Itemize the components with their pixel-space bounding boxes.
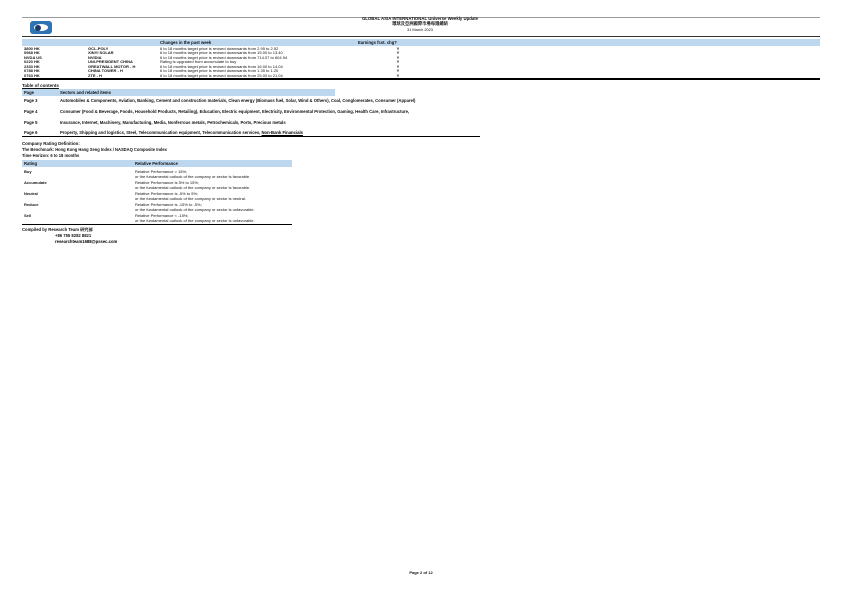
changes-table-bottom-rule [22,78,820,80]
rating-perf-line2: or the fundamental outlook of the company or sector is neutral. [135,196,246,202]
ticker-cell: 2333 HK [24,63,40,69]
toc-title: Table of contents [22,83,59,88]
rating-name: Reduce [24,202,39,207]
report-title-chinese: 環球及亞洲國際市場每週總結 [392,20,448,26]
toc-row [22,109,820,114]
rating-definition-title: Company Rating Definition: [22,141,80,146]
rating-perf-line2: or the fundamental outlook of the company or sector is favorable. [135,174,251,180]
rating-row [22,191,332,202]
ticker-cell: 0220 HK [24,59,40,64]
rating-column-header: Rating [24,161,38,166]
toc-sectors-text: Automobiles & Components, Aviation, Banking, Cement and construction materials, Clean energy (Biomass fuel, Solar, Wind & Others), Coal, Conglomerates, Consumer (Apparel) [60,98,416,103]
toc-bottom-rule [22,136,480,137]
report-title: GLOBAL ASIA INTERNATIONAL Universe Weekly Update [361,16,479,21]
rating-row [22,202,332,213]
toc-sectors-text [60,130,800,135]
email-link[interactable]: researchteam1688@pssec.com [55,239,118,244]
report-date: 31 March 2023 [407,26,433,32]
toc-row [22,130,820,135]
toc-page-label: Page 4 [24,109,38,114]
contact-email[interactable] [55,239,117,244]
rating-perf-line2: or the fundamental outlook of the company or sector is favorable. [135,185,251,191]
toc-page-column-header: Page [24,90,35,95]
toc-sectors-text-part: Property, Shipping and logistics, Steel, Telecommunication equipment, Telecommunication services, [60,130,262,135]
earnings-chg-cell: Y [396,45,400,51]
change-cell: 6 to 18 months target price is revised downwards from 1.35 to 1.20 [160,68,279,73]
company-cell: GREATWALL MOTOR - H [88,63,136,69]
earnings-chg-cell: Y [396,63,400,69]
rating-time-horizon: Time Horizon: 6 to 18 months [22,152,80,158]
page-number: Page 2 of 12 [409,570,433,575]
earnings-chg-cell: Y [396,59,400,64]
company-cell: ZTE - H [88,72,102,78]
rating-row [22,180,332,191]
rating-table-bottom-rule [22,224,292,225]
report-header [240,17,600,33]
company-cell: UNI-PRESIDENT CHINA [88,59,133,64]
changes-table-header [22,39,820,46]
rating-table-header [22,160,292,167]
rating-row [22,213,332,224]
toc-header [22,89,335,96]
rating-name: Sell [24,213,32,218]
toc-page-label: Page 6 [24,130,38,135]
rating-row [22,169,332,180]
earnings-chg-cell: Y [396,50,400,55]
ticker-cell: NVDA US [24,54,42,60]
toc-section-link[interactable]: Non-Bank Financials [261,130,303,135]
rating-perf-line1: Relative Performance > 15%; [135,169,188,174]
contact-phone: +86 755 8282 8821 [55,233,92,238]
ticker-cell: 3800 HK [24,45,40,51]
rating-perf-line1: Relative Performance is -15% to -5%; [135,202,202,207]
rating-perf-line2: or the fundamental outlook of the company or sector is unfavorable. [135,207,255,213]
toc-page-label: Page 3 [24,98,38,103]
company-logo [30,21,52,34]
ticker-cell: 0788 HK [24,68,40,73]
rating-perf-line1: Relative Performance is -5% to 5%; [135,191,199,196]
toc-row [22,120,820,125]
change-cell: 6 to 18 months target price is revised downwards from 2.95 to 2.52 [160,45,279,51]
earnings-chg-cell: Y [396,68,400,73]
earnings-column-header: Earnings fcst. chg? [358,40,397,45]
rating-name: Accumulate [24,180,47,185]
change-cell: 6 to 18 months target price is revised downwards from 25.00 to 21.04 [160,72,283,78]
company-cell: CHINA TOWER - H [88,68,123,73]
rating-name: Neutral [24,191,38,196]
toc-sectors-column-header: Sectors and related items [60,90,111,95]
company-cell: GCL-POLY [88,45,109,51]
change-cell: 6 to 18 months target price is revised downwards from 16.00 to 14.04 [160,63,283,69]
rating-benchmark: The Benchmark: Hong Kong Hang Seng Index / NASDAQ Composite Index [22,147,167,152]
change-cell: 6 to 18 months target price is revised downwards from 15.00 to 13.40 [160,50,283,55]
ticker-cell: 0763 HK [24,72,40,78]
company-cell: NVIDIA [88,54,102,60]
rating-perf-line1: Relative Performance < -15%; [135,213,189,218]
toc-page-label: Page 5 [24,120,38,125]
rating-name: Buy [24,169,32,174]
header-divider [22,36,820,37]
toc-sectors-text: Consumer (Food & Beverage, Foods, Household Products, Retailing), Education, Electric equipment, Electricity, Environmental Protection, Gaming, Health Care, Infrastructure, [60,109,410,114]
change-cell: Rating is upgraded from accumulate to buy [160,59,237,64]
compiled-by-line: Compiled by Research Team 研究部 [22,227,93,232]
toc-row [22,98,820,103]
company-cell: XINYI SOLAR [88,50,114,55]
rating-perf-line1: Relative Performance is 5% to 15%; [135,180,200,185]
earnings-chg-cell: Y [396,54,400,60]
ticker-cell: 0968 HK [24,50,40,55]
changes-column-header: Changes in the past week [160,40,212,45]
change-cell: 6 to 18 months target price is revised downwards from 714.07 to 604.94 [160,54,288,60]
performance-column-header: Relative Performance [135,161,178,166]
rating-perf-line2: or the fundamental outlook of the company or sector is unfavorable. [135,218,255,224]
earnings-chg-cell: Y [396,72,400,78]
toc-sectors-text: Insurance, Internet, Machinery, Manufacturing, Media, Nonferrous metals, Petrochemicals, Ports, Precious metals [60,120,286,125]
logo-pupil-icon [35,25,41,31]
